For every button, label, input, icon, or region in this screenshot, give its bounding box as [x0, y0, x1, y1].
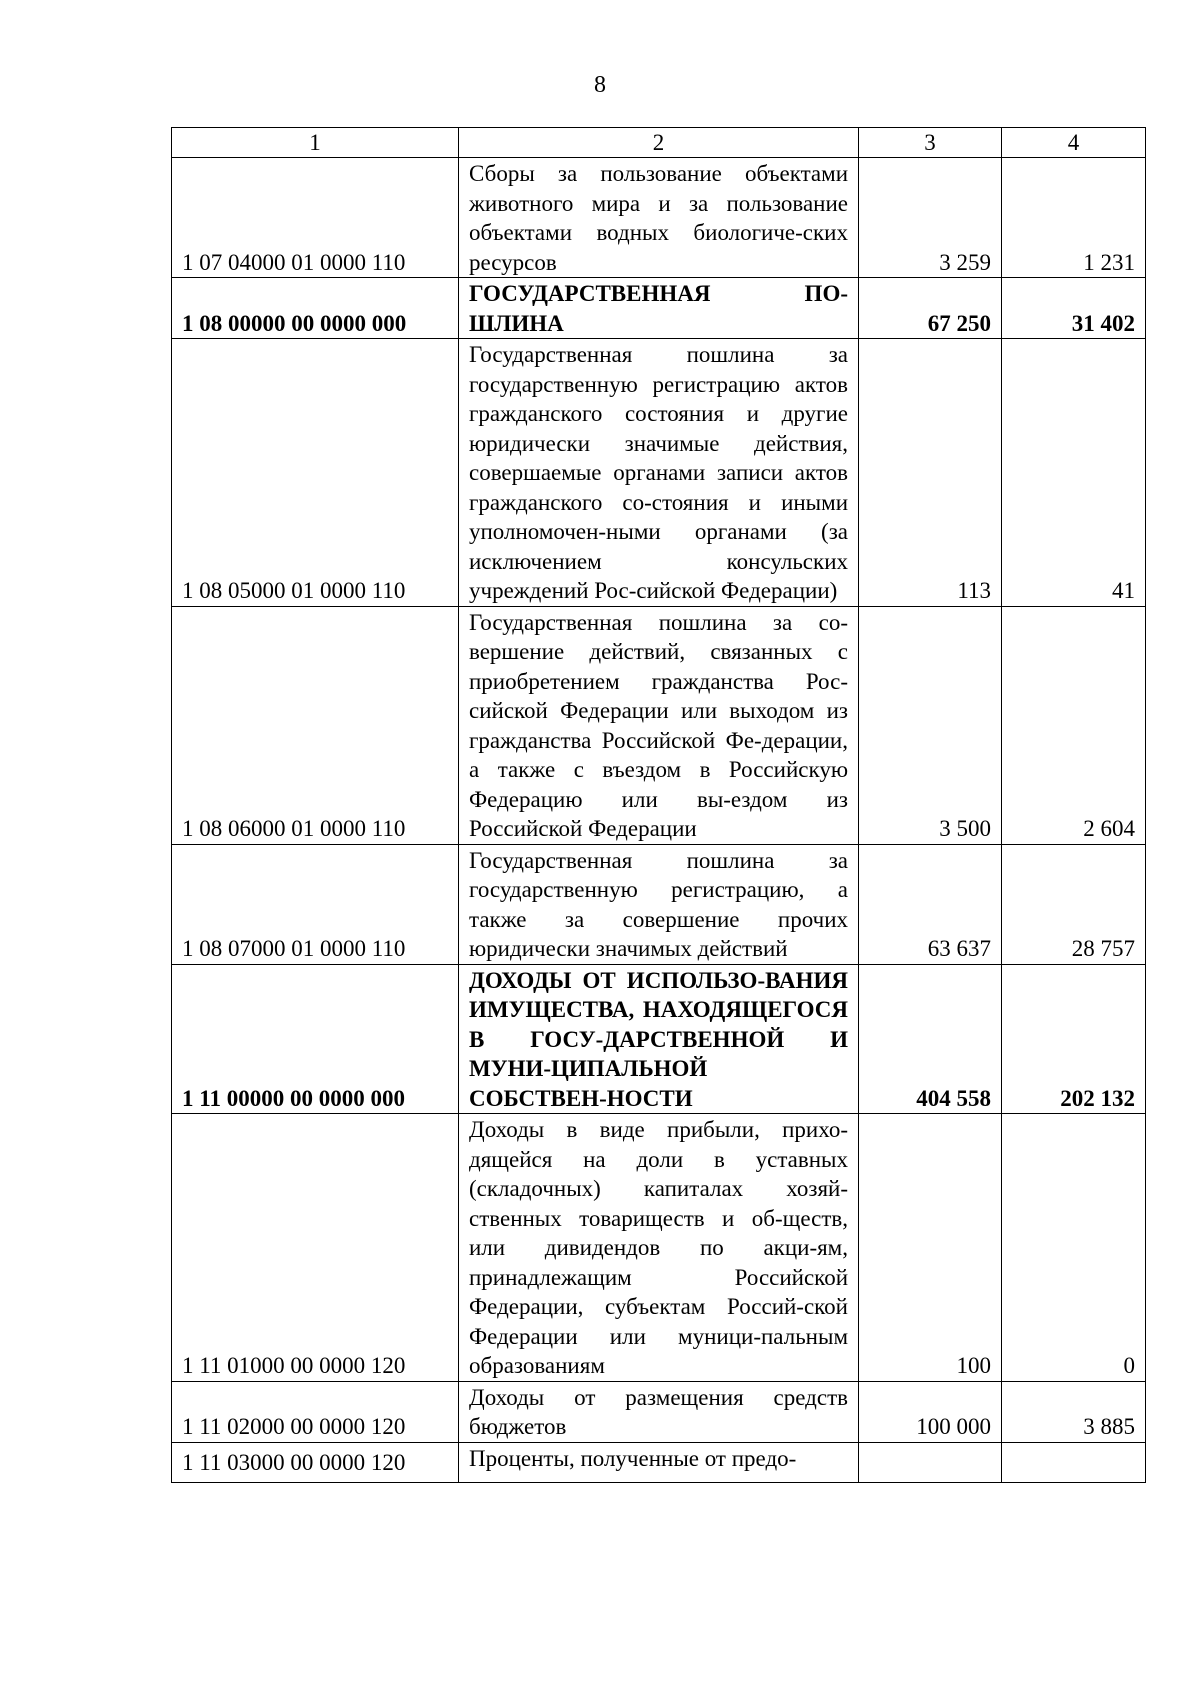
row-name: Сборы за пользование объектами животного мира и за пользование объектами водных биологиче-ских ресурсов: [459, 158, 859, 278]
row-code: 1 07 04000 01 0000 110: [172, 158, 459, 278]
row-col3-value: 113: [859, 339, 1002, 607]
row-col3-value: 63 637: [859, 844, 1002, 964]
row-col4-value: 31 402: [1002, 278, 1146, 339]
row-code: 1 08 07000 01 0000 110: [172, 844, 459, 964]
row-name: Государственная пошлина за со-вершение действий, связанных с приобретением гражданства Рос-сийской Федерации или выходом из гражданства Российской Фе-дерации, а также с въездом в Российскую Федерацию или вы-ездом из Российской Федерации: [459, 606, 859, 844]
row-name: Доходы от размещения средств бюджетов: [459, 1381, 859, 1442]
row-col3-value: 3 500: [859, 606, 1002, 844]
row-col4-value: 202 132: [1002, 964, 1146, 1114]
row-name: Проценты, полученные от предо-: [459, 1442, 859, 1482]
row-code: 1 08 00000 00 0000 000: [172, 278, 459, 339]
table-row: [172, 1114, 1146, 1382]
column-header-3: 3: [859, 128, 1002, 158]
row-col3-value: 404 558: [859, 964, 1002, 1114]
row-col4-value: 1 231: [1002, 158, 1146, 278]
table-row: [172, 844, 1146, 964]
row-name: Государственная пошлина за государственную регистрацию, а также за совершение прочих юридически значимых действий: [459, 844, 859, 964]
row-col4-value: 0: [1002, 1114, 1146, 1382]
table-header-row: [172, 128, 1146, 158]
row-code: 1 11 01000 00 0000 120: [172, 1114, 459, 1382]
page-number: 8: [594, 72, 606, 98]
row-name: Государственная пошлина за государственную регистрацию актов гражданского состояния и другие юридически значимые действия, совершаемые органами записи актов гражданского со-стояния и иными уполномочен-ными органами (за исключением консульских учреждений Рос-сийской Федерации): [459, 339, 859, 607]
row-code: 1 11 02000 00 0000 120: [172, 1381, 459, 1442]
row-col4-value: 41: [1002, 339, 1146, 607]
table-row: [172, 606, 1146, 844]
table-row-section: [172, 278, 1146, 339]
row-col3-value: [859, 1442, 1002, 1482]
row-name: ДОХОДЫ ОТ ИСПОЛЬЗО-ВАНИЯ ИМУЩЕСТВА, НАХОДЯЩЕГОСЯ В ГОСУ-ДАРСТВЕННОЙ И МУНИ-ЦИПАЛЬНОЙ СОБСТВЕН-НОСТИ: [459, 964, 859, 1114]
row-col3-value: 100 000: [859, 1381, 1002, 1442]
row-col4-value: 3 885: [1002, 1381, 1146, 1442]
row-name: ГОСУДАРСТВЕННАЯ ПО-ШЛИНА: [459, 278, 859, 339]
row-code: 1 08 06000 01 0000 110: [172, 606, 459, 844]
table-row: [172, 1381, 1146, 1442]
row-col4-value: 28 757: [1002, 844, 1146, 964]
row-name: Доходы в виде прибыли, прихо-дящейся на доли в уставных (складочных) капиталах хозяй-ственных товариществ и об-ществ, или дивидендов по акци-ям, принадлежащим Российской Федерации, субъектам Россий-ской Федерации или муници-пальным образованиям: [459, 1114, 859, 1382]
table-row: [172, 339, 1146, 607]
row-code: 1 08 05000 01 0000 110: [172, 339, 459, 607]
table-row-continued: [172, 1442, 1146, 1482]
row-col3-value: 100: [859, 1114, 1002, 1382]
column-header-1: 1: [172, 128, 459, 158]
row-code: 1 11 03000 00 0000 120: [172, 1442, 459, 1482]
table-row: [172, 158, 1146, 278]
row-code: 1 11 00000 00 0000 000: [172, 964, 459, 1114]
row-col3-value: 3 259: [859, 158, 1002, 278]
row-col3-value: 67 250: [859, 278, 1002, 339]
revenue-table: [171, 127, 1146, 1483]
row-col4-value: 2 604: [1002, 606, 1146, 844]
column-header-4: 4: [1002, 128, 1146, 158]
table-row-section: [172, 964, 1146, 1114]
row-col4-value: [1002, 1442, 1146, 1482]
column-header-2: 2: [459, 128, 859, 158]
